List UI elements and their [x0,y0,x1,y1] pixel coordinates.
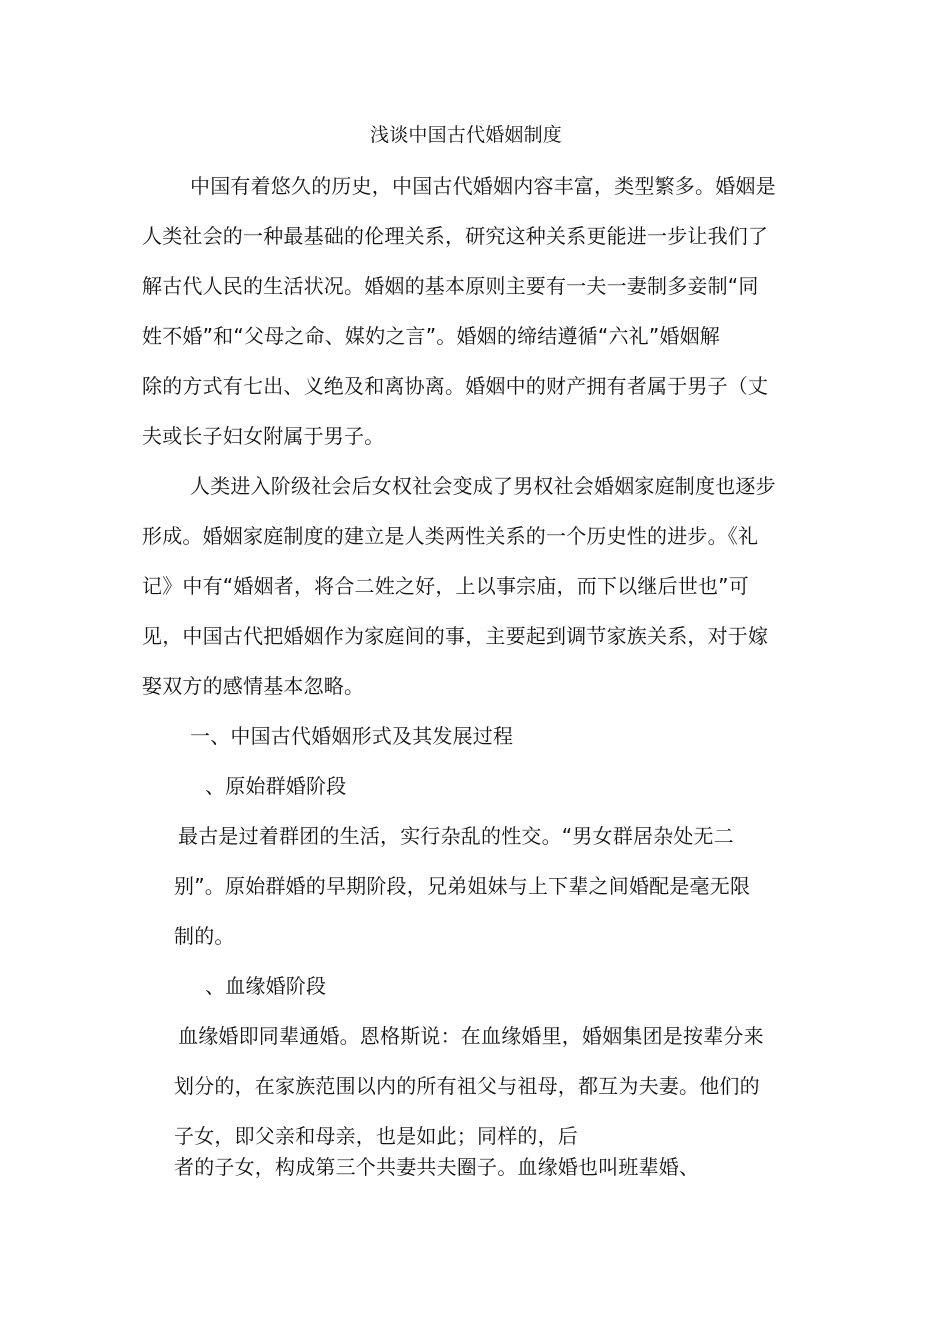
subsection-1-line-1: 最古是过着群团的生活，实行杂乱的性交。“男女群居杂处无二 [178,824,734,848]
subsection-heading-2: 、血缘婚阶段 [205,974,327,998]
paragraph-1-line-4: 姓不婚”和“父母之命、媒妁之言”。婚姻的缔结遵循“六礼”婚姻解 [142,324,721,348]
subsection-2-line-3: 子女，即父亲和母亲，也是如此；同样的，后 [174,1124,578,1148]
section-heading: 一、中国古代婚姻形式及其发展过程 [190,724,514,748]
paragraph-1-line-1: 中国有着悠久的历史，中国古代婚姻内容丰富，类型繁多。婚姻是 [190,174,776,198]
paragraph-2-line-1: 人类进入阶级社会后女权社会变成了男权社会婚姻家庭制度也逐步 [190,474,776,498]
subsection-1-line-2: 别”。原始群婚的早期阶段，兄弟姐妹与上下辈之间婚配是毫无限 [174,874,751,898]
paragraph-2-line-5: 娶双方的感情基本忽略。 [142,674,365,698]
paragraph-1-line-6: 夫或长子妇女附属于男子。 [142,424,385,448]
paragraph-1-line-3: 解古代人民的生活状况。婚姻的基本原则主要有一夫一妻制多妾制“同 [142,274,759,298]
paragraph-2-line-3: 记》中有“婚姻者，将合二姓之好，上以事宗庙，而下以继后世也”可 [142,574,749,598]
subsection-1-line-3: 制的。 [174,924,235,948]
subsection-2-line-1: 血缘婚即同辈通婚。恩格斯说：在血缘婚里，婚姻集团是按辈分来 [178,1024,764,1048]
subsection-2-line-4: 者的子女，构成第三个共妻共夫圈子。血缘婚也叫班辈婚、 [174,1155,700,1179]
document-title: 浅谈中国古代婚姻制度 [370,124,563,146]
paragraph-1-line-2: 人类社会的一种最基础的伦理关系，研究这种关系更能进一步让我们了 [142,224,769,248]
paragraph-2-line-2: 形成。婚姻家庭制度的建立是人类两性关系的一个历史性的进步。《礼 [142,524,759,548]
paragraph-2-line-4: 见，中国古代把婚姻作为家庭间的事，主要起到调节家族关系，对于嫁 [142,624,769,648]
subsection-2-line-2: 划分的，在家族范围以内的所有祖父与祖母，都互为夫妻。他们的 [174,1074,760,1098]
paragraph-1-line-5: 除的方式有七出、义绝及和离协离。婚姻中的财产拥有者属于男子（丈 [142,374,769,398]
subsection-heading-1: 、原始群婚阶段 [205,774,347,798]
